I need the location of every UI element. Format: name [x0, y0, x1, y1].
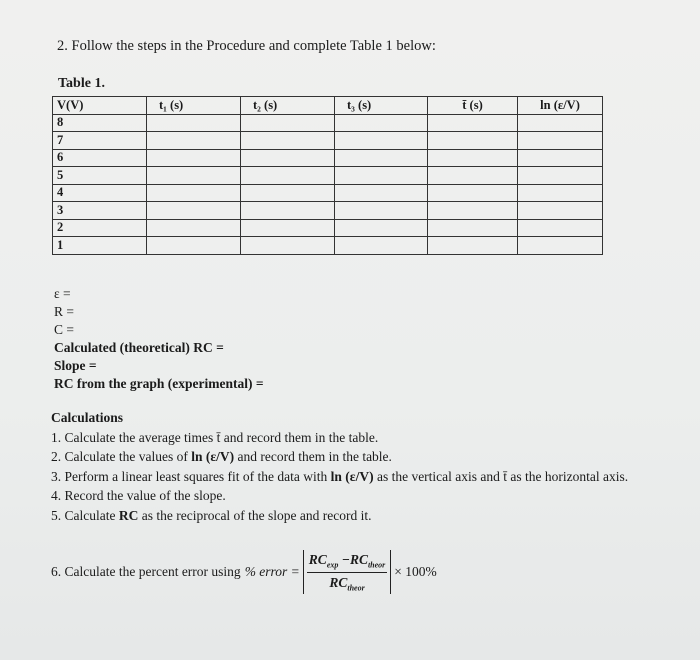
header-voltage: V(V)	[53, 97, 147, 115]
variables-block	[54, 285, 264, 393]
step2-text: 2. Calculate the values of	[51, 449, 192, 464]
t3-cell[interactable]	[335, 149, 428, 167]
calculations-block	[51, 408, 671, 525]
header-ln: ln (ε/V)	[518, 97, 603, 115]
t3-cell[interactable]	[335, 184, 428, 202]
ln-cell[interactable]	[518, 184, 603, 202]
voltage-cell: 3	[53, 202, 147, 220]
tavg-cell[interactable]	[428, 202, 518, 220]
formula-numerator	[307, 552, 388, 573]
table-row	[53, 184, 603, 202]
tavg-cell[interactable]	[428, 114, 518, 132]
t2-cell[interactable]	[241, 184, 335, 202]
step5-text: 5. Calculate	[51, 507, 119, 523]
question-heading: 2. Follow the steps in the Procedure and complete Table 1 below:	[57, 38, 436, 54]
calc-step-6	[51, 548, 437, 596]
voltage-cell: 2	[53, 219, 147, 237]
header-t1: t₁ (s)	[147, 97, 241, 115]
rc-theor: RC	[349, 551, 368, 567]
ln-cell[interactable]	[518, 202, 603, 220]
header-t2: t₂ (s)	[241, 97, 335, 115]
table-header-row	[53, 97, 603, 115]
minus-sign: −	[341, 551, 350, 567]
t3-cell[interactable]	[335, 114, 428, 132]
ln-cell[interactable]	[518, 132, 603, 150]
tavg-cell[interactable]	[428, 219, 518, 237]
voltage-cell: 7	[53, 132, 147, 150]
step6-text: 6. Calculate the percent error using	[51, 564, 241, 579]
capacitance-line: C =	[54, 322, 74, 337]
step5-text-end: as the reciprocal of the slope and record it.	[138, 507, 372, 523]
t2-cell[interactable]	[241, 219, 335, 237]
t1-cell[interactable]	[147, 114, 241, 132]
ln-cell[interactable]	[518, 149, 603, 167]
calc-step-5	[51, 506, 671, 526]
table-caption: Table 1.	[58, 76, 105, 91]
step3-text: 3. Perform a linear least squares fit of the data with	[51, 468, 331, 484]
t1-cell[interactable]	[147, 202, 241, 220]
t2-cell[interactable]	[241, 114, 335, 132]
calc-step-2	[51, 447, 671, 467]
voltage-cell: 5	[53, 167, 147, 185]
formula-fraction	[307, 552, 388, 592]
table-row	[53, 132, 603, 150]
t3-cell[interactable]	[335, 237, 428, 255]
calc-step-1: 1. Calculate the average times t̄ and record them in the table.	[51, 429, 379, 445]
table-row	[53, 202, 603, 220]
epsilon-line: ε =	[54, 286, 71, 301]
table-row	[53, 219, 603, 237]
t1-cell[interactable]	[147, 184, 241, 202]
t3-cell[interactable]	[335, 219, 428, 237]
percent-error-label: % error =	[244, 564, 300, 579]
ln-cell[interactable]	[518, 219, 603, 237]
rc-theoretical-line: Calculated (theoretical) RC =	[54, 340, 224, 355]
voltage-cell: 1	[53, 237, 147, 255]
times-hundred-percent: × 100%	[394, 564, 437, 579]
voltage-cell: 8	[53, 114, 147, 132]
step2-text-end: and record them in the table.	[234, 449, 392, 464]
step5-bold: RC	[118, 507, 139, 523]
formula-denominator	[329, 573, 364, 593]
calculations-title: Calculations	[51, 410, 124, 425]
rc-exp: RC	[308, 551, 327, 567]
rc-experimental-line: RC from the graph (experimental) =	[54, 376, 264, 391]
t1-cell[interactable]	[147, 167, 241, 185]
table-row	[53, 149, 603, 167]
step3-bold: ln (ε/V)	[330, 468, 374, 484]
t2-cell[interactable]	[241, 149, 335, 167]
t3-cell[interactable]	[335, 132, 428, 150]
t2-cell[interactable]	[241, 132, 335, 150]
t1-cell[interactable]	[147, 219, 241, 237]
t2-cell[interactable]	[241, 237, 335, 255]
step3-text-end: as the vertical axis and t̄ as the horizontal axis.	[373, 468, 629, 484]
resistance-line: R =	[54, 304, 74, 319]
calc-step-4: 4. Record the value of the slope.	[51, 488, 226, 503]
t3-cell[interactable]	[335, 167, 428, 185]
rc-theor-sub: theor	[367, 560, 386, 570]
tavg-cell[interactable]	[428, 167, 518, 185]
table-row	[53, 114, 603, 132]
data-table	[52, 96, 603, 255]
table-row	[53, 237, 603, 255]
t1-cell[interactable]	[147, 237, 241, 255]
calc-step-3	[51, 467, 671, 487]
ln-cell[interactable]	[518, 237, 603, 255]
ln-cell[interactable]	[518, 114, 603, 132]
rc-exp-sub: exp	[326, 560, 339, 570]
tavg-cell[interactable]	[428, 132, 518, 150]
tavg-cell[interactable]	[428, 149, 518, 167]
t2-cell[interactable]	[241, 167, 335, 185]
t1-cell[interactable]	[147, 149, 241, 167]
ln-cell[interactable]	[518, 167, 603, 185]
percent-error-formula	[303, 550, 392, 594]
voltage-cell: 4	[53, 184, 147, 202]
tavg-cell[interactable]	[428, 237, 518, 255]
table-row	[53, 167, 603, 185]
step2-bold: ln (ε/V)	[191, 449, 235, 464]
tavg-cell[interactable]	[428, 184, 518, 202]
header-t3: t₃ (s)	[335, 97, 428, 115]
header-tavg: t̄ (s)	[428, 97, 518, 115]
t1-cell[interactable]	[147, 132, 241, 150]
t3-cell[interactable]	[335, 202, 428, 220]
rc-theor-den-sub: theor	[347, 583, 365, 593]
t2-cell[interactable]	[241, 202, 335, 220]
voltage-cell: 6	[53, 149, 147, 167]
rc-theor-den: RC	[329, 574, 348, 590]
slope-line: Slope =	[54, 358, 97, 373]
